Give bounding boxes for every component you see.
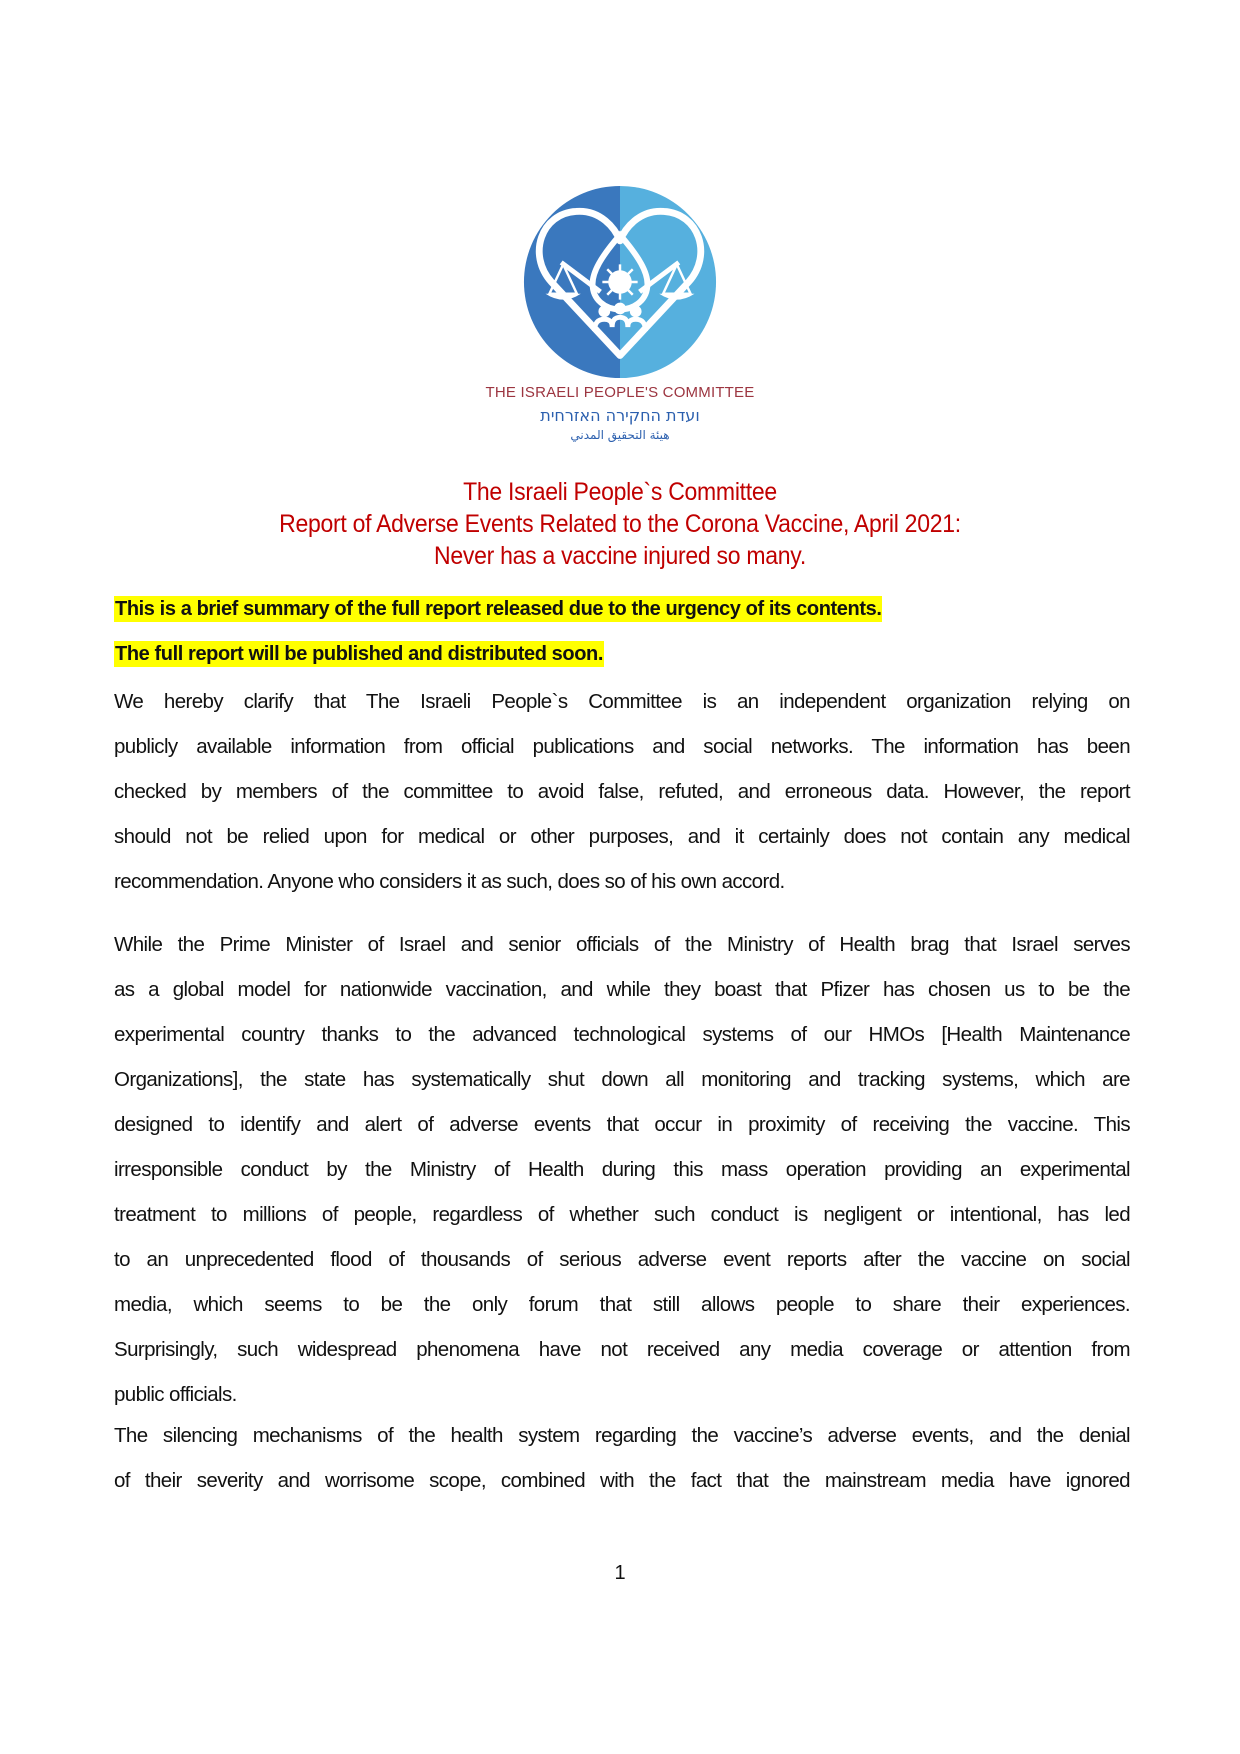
paragraph-line: experimental country thanks to the advanced technological systems of our HMOs [Health Maintenance — [114, 1023, 1130, 1046]
paragraph-line: treatment to millions of people, regardless of whether such conduct is negligent or intentional, has led — [114, 1203, 1130, 1226]
paragraph-line: We hereby clarify that The Israeli People`s Committee is an independent organization relying on — [114, 690, 1130, 713]
paragraph-line: recommendation. Anyone who considers it as such, does so of his own accord. — [114, 870, 785, 893]
title-line-report: Report of Adverse Events Related to the Corona Vaccine, April 2021: — [279, 510, 961, 538]
paragraph-line: as a global model for nationwide vaccination, and while they boast that Pfizer has chosen us to be the — [114, 978, 1130, 1001]
highlighted-notice-full-report: The full report will be published and distributed soon. — [115, 643, 604, 665]
paragraph-line: of their severity and worrisome scope, combined with the fact that the mainstream media have ignored — [114, 1469, 1130, 1492]
paragraph-line: While the Prime Minister of Israel and senior officials of the Ministry of Health brag that Israel serves — [114, 933, 1130, 956]
paragraph-line: irresponsible conduct by the Ministry of Health during this mass operation providing an experimental — [114, 1158, 1130, 1181]
title-line-committee: The Israeli People`s Committee — [463, 478, 777, 506]
paragraph-line: public officials. — [114, 1383, 237, 1406]
paragraph-line: designed to identify and alert of adverse events that occur in proximity of receiving the vaccine. This — [114, 1113, 1130, 1136]
logo-text-hebrew: ועדת החקירה האזרחית — [540, 406, 700, 425]
paragraph-line: should not be relied upon for medical or other purposes, and it certainly does not contain any medical — [114, 825, 1130, 848]
page-number: 1 — [614, 1562, 626, 1584]
paragraph-line: publicly available information from official publications and social networks. The information has been — [114, 735, 1130, 758]
paragraph-silencing — [114, 1413, 1130, 1503]
paragraph-line: Surprisingly, such widespread phenomena have not received any media coverage or attention from — [114, 1338, 1130, 1361]
highlighted-notice-summary: This is a brief summary of the full report released due to the urgency of its contents. — [115, 598, 882, 620]
paragraph-monitoring — [114, 922, 1130, 1417]
logo-text-english: THE ISRAELI PEOPLE'S COMMITTEE — [485, 384, 755, 401]
logo-text-arabic: هيئة التحقيق المدني — [570, 428, 670, 442]
paragraph-line: The silencing mechanisms of the health system regarding the vaccine’s adverse events, and the denial — [114, 1424, 1130, 1447]
paragraph-line: media, which seems to be the only forum that still allows people to share their experiences. — [114, 1293, 1130, 1316]
paragraph-line: Organizations], the state has systematically shut down all monitoring and tracking systems, which are — [114, 1068, 1130, 1091]
paragraph-line: checked by members of the committee to avoid false, refuted, and erroneous data. However, the report — [114, 780, 1130, 803]
report-title — [0, 476, 1240, 572]
paragraph-disclaimer — [114, 679, 1130, 904]
title-line-subtitle: Never has a vaccine injured so many. — [434, 542, 806, 570]
paragraph-line: to an unprecedented flood of thousands of serious adverse event reports after the vaccine on social — [114, 1248, 1130, 1271]
committee-logo — [470, 180, 770, 455]
heart-scales-virus-people-logo-icon — [522, 184, 718, 380]
